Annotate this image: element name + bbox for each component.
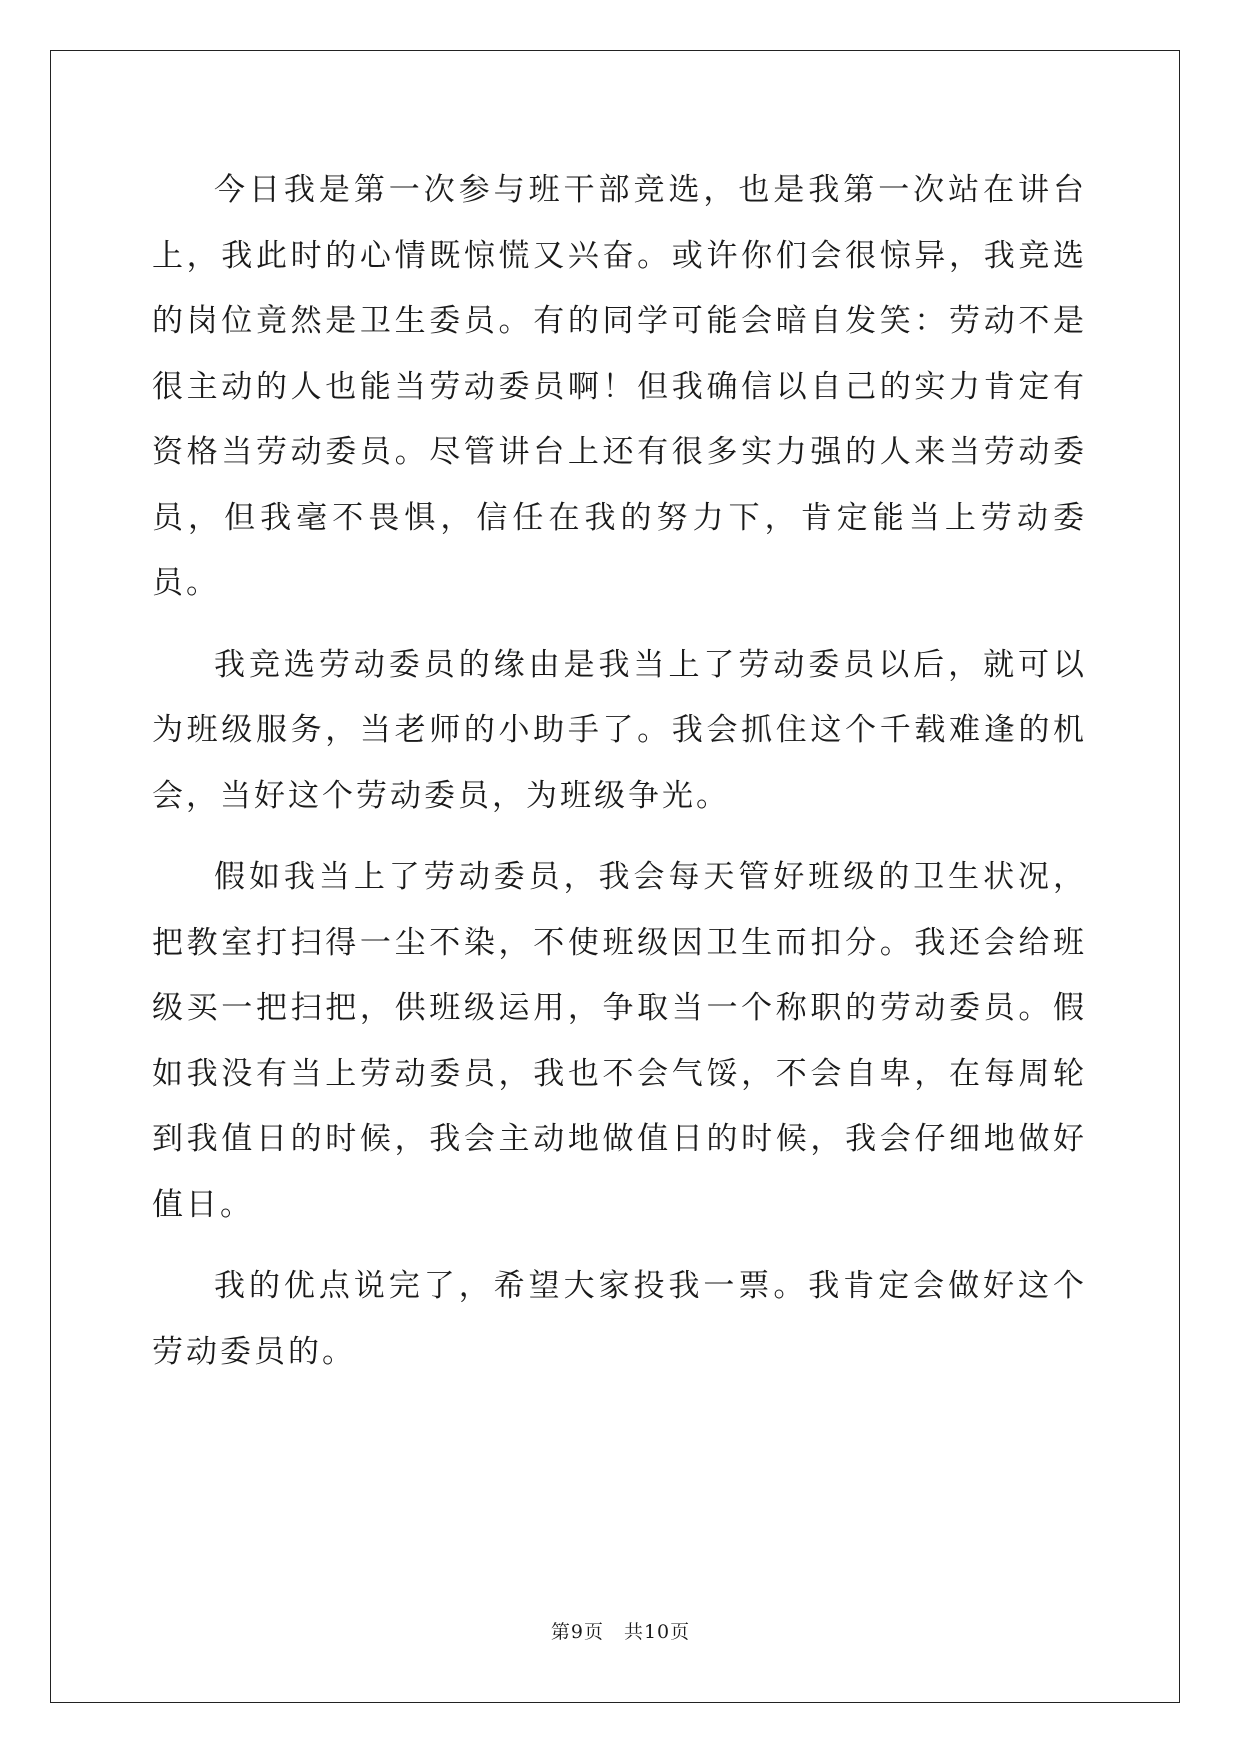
paragraph-4: 我的优点说完了，希望大家投我一票。我肯定会做好这个劳动委员的。: [152, 1268, 1087, 1370]
document-body: [152, 158, 1087, 1401]
paragraph-1: 今日我是第一次参与班干部竞选，也是我第一次站在讲台上，我此时的心情既惊慌又兴奋。或许你们会很惊异，我竞选的岗位竟然是卫生委员。有的同学可能会暗自发笑：劳动不是很主动的人也能当劳动委员啊！但我确信以自己的实力肯定有资格当劳动委员。尽管讲台上还有很多实力强的人来当劳动委员，但我毫不畏惧，信任在我的努力下，肯定能当上劳动委员。: [152, 172, 1087, 601]
page-number-footer: 第9页 共10页: [550, 1621, 691, 1643]
paragraph-2: 我竞选劳动委员的缘由是我当上了劳动委员以后，就可以为班级服务，当老师的小助手了。我会抓住这个千载难逢的机会，当好这个劳动委员，为班级争光。: [152, 646, 1087, 814]
paragraph-3: 假如我当上了劳动委员，我会每天管好班级的卫生状况，把教室打扫得一尘不染，不使班级因卫生而扣分。我还会给班级买一把扫把，供班级运用，争取当一个称职的劳动委员。假如我没有当上劳动委员，我也不会气馁，不会自卑，在每周轮到我值日的时候，我会主动地做值日的时候，我会仔细地做好值日。: [152, 859, 1087, 1223]
